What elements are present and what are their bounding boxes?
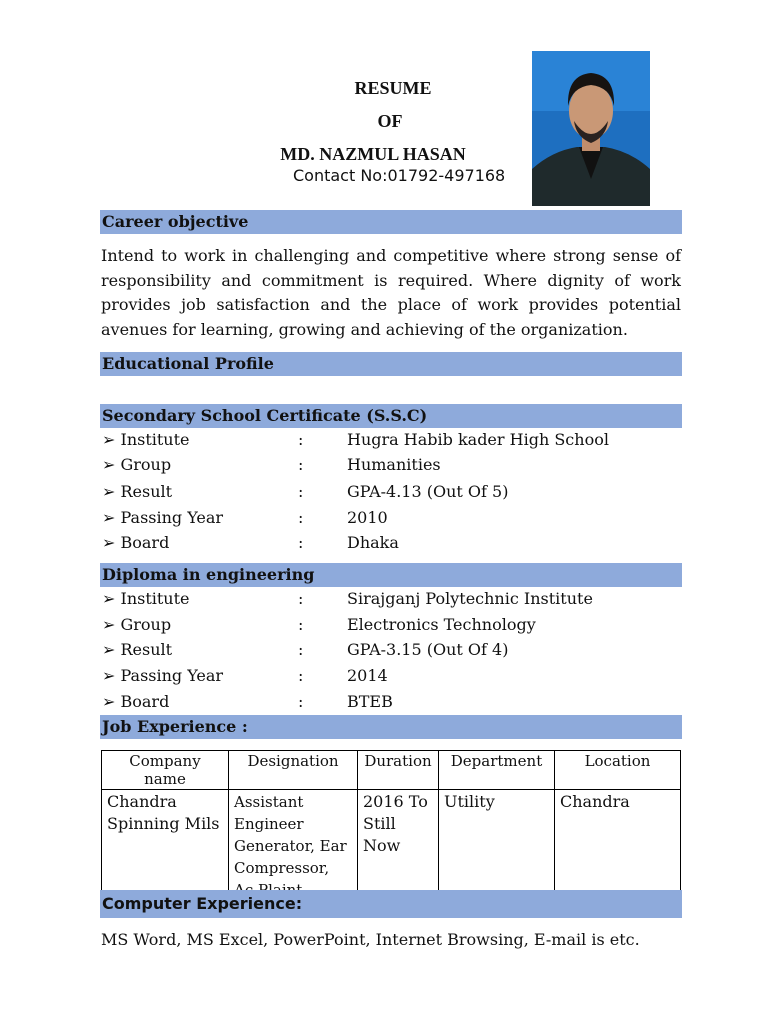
row-colon: : <box>298 508 304 527</box>
row-value: GPA-4.13 (Out Of 5) <box>347 482 509 501</box>
designation-cell: Assistant Engineer Generator, Ear Compressor, <box>229 790 358 903</box>
contact-number: Contact No:01792-497168 <box>293 166 506 185</box>
row-colon: : <box>298 533 304 552</box>
column-header: Department <box>439 751 555 790</box>
department-cell: Utility <box>439 790 555 903</box>
diploma-row-board <box>102 692 682 717</box>
row-colon: : <box>298 640 304 659</box>
resume-heading: RESUME <box>354 78 432 98</box>
row-label: ➢ Result <box>102 640 173 659</box>
row-colon: : <box>298 430 304 449</box>
company-cell: Chandra Spinning Mils <box>102 790 229 903</box>
diploma-row-group <box>102 615 682 640</box>
column-header: Location <box>555 751 681 790</box>
row-label: ➢ Board <box>102 533 170 552</box>
row-label: ➢ Board <box>102 692 170 711</box>
diploma-row-passing-year <box>102 666 682 691</box>
row-label: ➢ Institute <box>102 430 190 449</box>
row-value: 2010 <box>347 508 388 527</box>
column-header: Company name <box>102 751 229 790</box>
ssc-bar <box>100 404 682 428</box>
educational-profile-bar <box>100 352 682 376</box>
row-colon: : <box>298 666 304 685</box>
table-header-row <box>102 751 681 790</box>
duration-cell: 2016 To Still Now <box>358 790 439 903</box>
row-label: ➢ Institute <box>102 589 190 608</box>
ssc-row-institute <box>102 430 682 455</box>
row-value: GPA-3.15 (Out Of 4) <box>347 640 509 659</box>
ssc-row-passing-year <box>102 508 682 533</box>
row-label: ➢ Passing Year <box>102 666 224 685</box>
row-value: Dhaka <box>347 533 399 552</box>
ssc-row-board <box>102 533 682 558</box>
diploma-title: Diploma in engineering <box>102 565 315 584</box>
career-objective-bar <box>100 210 682 234</box>
row-colon: : <box>298 692 304 711</box>
profile-photo <box>532 51 650 206</box>
location-cell: Chandra <box>555 790 681 903</box>
career-objective-title: Career objective <box>102 212 249 231</box>
row-label: ➢ Result <box>102 482 173 501</box>
row-colon: : <box>298 482 304 501</box>
row-colon: : <box>298 455 304 474</box>
job-experience-bar <box>100 715 682 739</box>
diploma-row-result <box>102 640 682 665</box>
row-label: ➢ Group <box>102 615 172 634</box>
row-value: Sirajganj Polytechnic Institute <box>347 589 593 608</box>
ssc-title: Secondary School Certificate (S.S.C) <box>102 406 428 425</box>
candidate-name: MD. NAZMUL HASAN <box>280 144 466 164</box>
diploma-bar <box>100 563 682 587</box>
ssc-row-result <box>102 482 682 507</box>
of-heading: OF <box>377 111 403 131</box>
row-value: 2014 <box>347 666 388 685</box>
row-colon: : <box>298 615 304 634</box>
diploma-row-institute <box>102 589 682 614</box>
row-value: Electronics Technology <box>347 615 536 634</box>
computer-experience-text: MS Word, MS Excel, PowerPoint, Internet Browsing, E-mail is etc. <box>101 930 640 949</box>
educational-profile-title: Educational Profile <box>102 354 274 373</box>
row-value: Hugra Habib kader High School <box>347 430 609 449</box>
column-header: Duration <box>358 751 439 790</box>
computer-experience-title: Computer Experience: <box>102 894 303 913</box>
career-objective-text: Intend to work in challenging and competitive where strong sense of responsibility and commitment is required. Where dignity of work provides job satisfaction and the place of work provides potential avenues for learning, growing and achieving of the organization. <box>101 246 681 339</box>
row-label: ➢ Passing Year <box>102 508 224 527</box>
job-experience-table <box>101 750 681 903</box>
column-header: Designation <box>229 751 358 790</box>
row-colon: : <box>298 589 304 608</box>
ssc-row-group <box>102 455 682 480</box>
computer-experience-bar <box>100 890 682 918</box>
job-experience-title: Job Experience : <box>102 717 248 736</box>
row-label: ➢ Group <box>102 455 172 474</box>
row-value: Humanities <box>347 455 441 474</box>
table-row <box>102 790 681 903</box>
row-value: BTEB <box>347 692 393 711</box>
